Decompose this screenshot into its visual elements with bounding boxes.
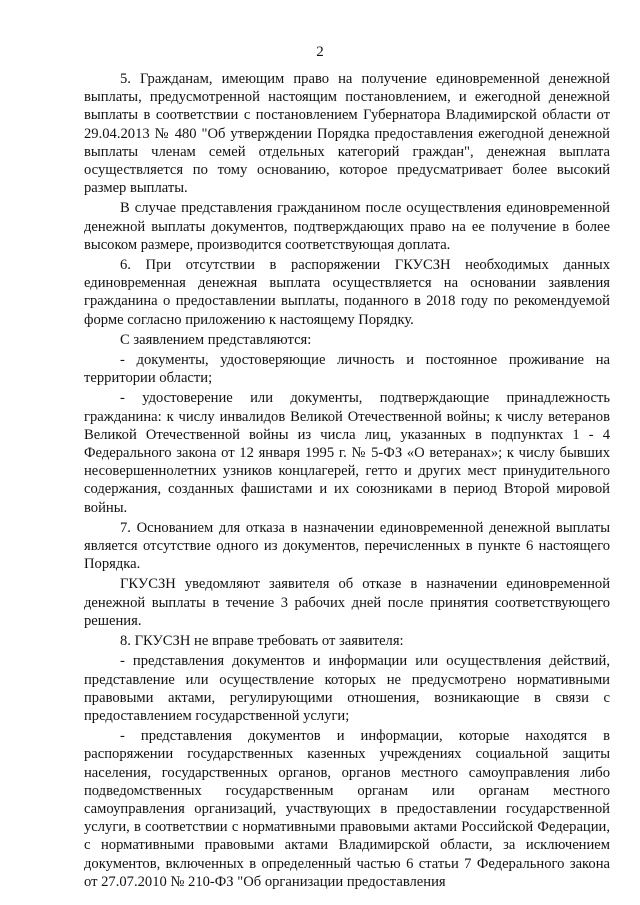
paragraph-documents-intro: С заявлением представляются: [120,331,312,348]
list-item-not-required-actions: - представления документов и информации или осуществления действий, представление или осуществление которых не предусмотрено нормативными правовыми актами, регулирующими отношения, возникающие в связи с предоставлением государственной услуги; [84,653,610,724]
paragraph-6: 6. При отсутствии в распоряжении ГКУСЗН необходимых данных единовременная денежная выплата осуществляется на основании заявления гражданина о предоставлении выплаты, поданного в 2018 году по рекомендуемой форме согласно приложению к настоящему Порядку. [84,257,610,328]
paragraph-7: 7. Основанием для отказа в назначении единовременной денежной выплаты является отсутствие одного из документов, перечисленных в пункте 6 настоящего Порядка. [84,519,610,573]
page-number: 2 [316,44,324,60]
paragraph-5: 5. Гражданам, имеющим право на получение единовременной денежной выплаты, предусмотренной настоящим постановлением, и ежегодной денежной выплаты в соответствии с постановлением Губернатора Владимирской области от 29.04.2013 № 480 "Об утверждении Порядка предоставления ежегодной денежной выплаты членам семей отдельных категорий граждан", денежная выплата осуществляется по тому основанию, которое предусматривает более высокий размер выплаты. [84,71,610,197]
paragraph-additional-payment: В случае представления гражданином после осуществления единовременной денежной выплаты документов, подтверждающих право на ее получение в более высоком размере, производится соответствующая доплата. [84,200,610,253]
paragraph-refusal-notice: ГКУСЗН уведомляют заявителя об отказе в назначении единовременной денежной выплаты в течение 3 рабочих дней после принятия соответствующего решения. [84,576,610,629]
list-item-certificate: - удостоверение или документы, подтверждающие принадлежность гражданина: к числу инвалидов Великой Отечественной войны; к числу ветеранов Великой Отечественной войны из числа лиц, указанных в подпунктах 1 - 4 Федерального закона от 12 января 1995 г. № 5-ФЗ «О ветеранах»; к числу бывших несовершеннолетних узников концлагерей, гетто и других мест принудительного содержания, созданных фашистами и их союзниками в период Второй мировой войны. [84,390,610,516]
document-body [84,70,610,891]
list-item-identity-documents: - документы, удостоверяющие личность и постоянное проживание на территории области; [84,352,610,387]
paragraph-8: 8. ГКУСЗН не вправе требовать от заявителя: [120,633,404,650]
list-item-not-required-documents: - представления документов и информации, которые находятся в распоряжении государственных казенных учреждениях социальной защиты населения, государственных органов, органов местного самоуправления либо подведомственных государственным органам или органам местного самоуправления организаций, участвующих в предоставлении государственной услуги, в соответствии с нормативными правовыми актами Российской Федерации, с нормативными правовыми актами Владимирской области, за исключением документов, включенных в определенный частью 6 статьи 7 Федерального закона от 27.07.2010 № 210-ФЗ "Об организации предоставления [84,728,610,890]
